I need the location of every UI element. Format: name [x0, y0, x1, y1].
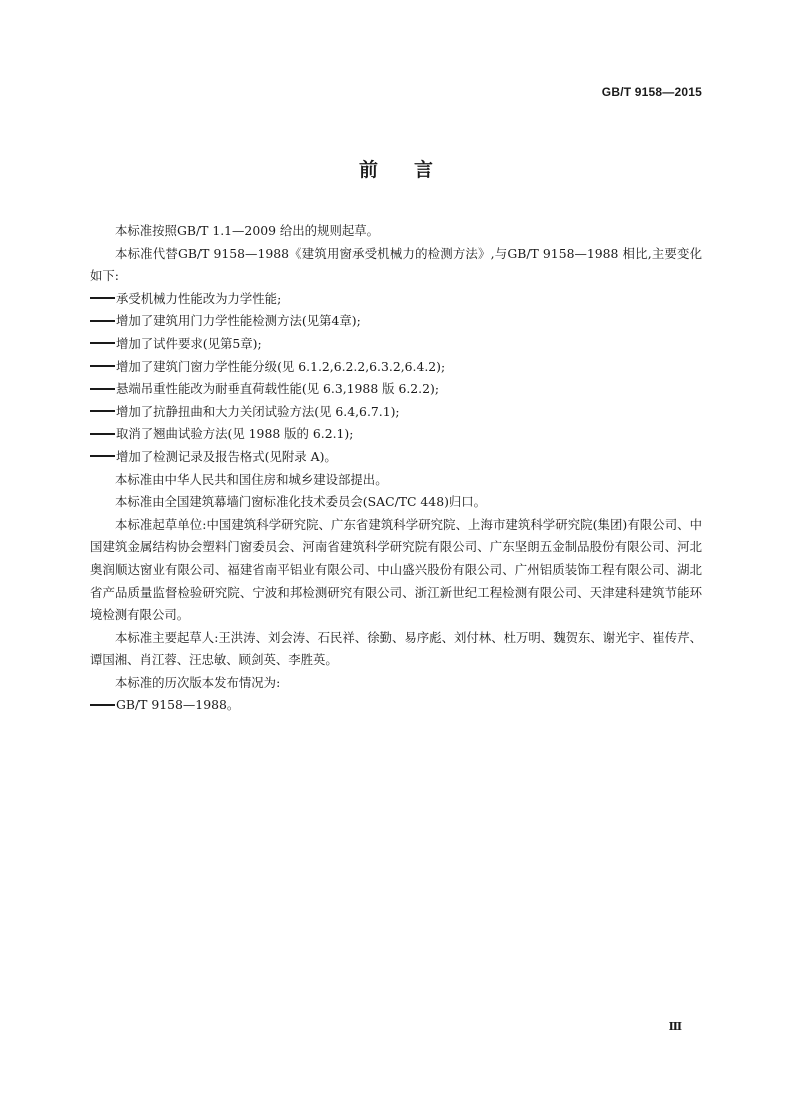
dash-mark [90, 410, 115, 412]
list-item-text: 增加了建筑门窗力学性能分级(见 6.1.2,6.2.2,6.3.2,6.4.2); [116, 358, 446, 374]
list-item-text: 增加了建筑用门力学性能检测方法(见第4章); [116, 313, 361, 329]
list-item-text: 悬端吊重性能改为耐垂直荷载性能(见 6.3,1988 版 6.2.2); [116, 381, 440, 397]
list-item-text: 增加了试件要求(见第5章); [116, 335, 262, 351]
list-item [90, 333, 702, 356]
dash-mark [90, 388, 115, 390]
dash-mark [90, 704, 115, 706]
list-item [90, 288, 702, 311]
list-item [90, 423, 702, 446]
changes-list [90, 288, 702, 469]
foreword-body [90, 220, 702, 717]
list-item-text: GB/T 9158—1988。 [116, 697, 240, 713]
history-intro-paragraph: 本标准的历次版本发布情况为: [115, 674, 281, 690]
list-item-text: 增加了抗静扭曲和大力关闭试验方法(见 6.4,6.7.1); [116, 403, 400, 419]
list-item [90, 356, 702, 379]
list-item [90, 401, 702, 424]
list-item-text: 承受机械力性能改为力学性能; [116, 290, 282, 306]
list-item [90, 694, 702, 717]
dash-mark [90, 297, 115, 299]
list-item [90, 378, 702, 401]
dash-mark [90, 320, 115, 322]
committee-paragraph: 本标准由全国建筑幕墙门窗标准化技术委员会(SAC/TC 448)归口。 [115, 494, 487, 510]
dash-mark [90, 433, 115, 435]
list-item [90, 310, 702, 333]
proposer-paragraph: 本标准由中华人民共和国住房和城乡建设部提出。 [115, 471, 388, 487]
page-title: 前言 [358, 159, 469, 181]
list-item-text: 取消了翘曲试验方法(见 1988 版的 6.2.1); [116, 426, 354, 442]
replacement-paragraph: 本标准代替GB/T 9158—1988《建筑用窗承受机械力的检测方法》,与GB/T 9158—1988 相比,主要变化如下: [90, 245, 702, 284]
dash-mark [90, 365, 115, 367]
standard-code-header: GB/T 9158—2015 [601, 85, 702, 99]
list-item [90, 446, 702, 469]
page-number: Ⅲ [668, 1020, 682, 1033]
drafters-paragraph: 本标准主要起草人:王洪涛、刘会涛、石民祥、徐勤、易序彪、刘付林、杜万明、魏贺东、谢光宇、崔传芹、谭国湘、肖江蓉、汪忠敏、顾剑英、李胜英。 [90, 629, 702, 668]
list-item-text: 增加了检测记录及报告格式(见附录 A)。 [116, 448, 337, 464]
drafting-rules-paragraph: 本标准按照GB/T 1.1—2009 给出的规则起草。 [115, 223, 380, 238]
history-list [90, 694, 702, 717]
dash-mark [90, 455, 115, 457]
drafting-units-paragraph: 本标准起草单位:中国建筑科学研究院、广东省建筑科学研究院、上海市建筑科学研究院(集团)有限公司、中国建筑金属结构协会塑料门窗委员会、河南省建筑科学研究院有限公司、广东坚朗五金制品股份有限公司、河北奥润顺达窗业有限公司、福建省南平铝业有限公司、中山盛兴股份有限公司、广州铝质装饰工程有限公司、湖北省产品质量监督检验研究院、宁波和邦检测研究有限公司、浙江新世纪工程检测有限公司、天津建科建筑节能环境检测有限公司。 [90, 516, 702, 623]
dash-mark [90, 342, 115, 344]
